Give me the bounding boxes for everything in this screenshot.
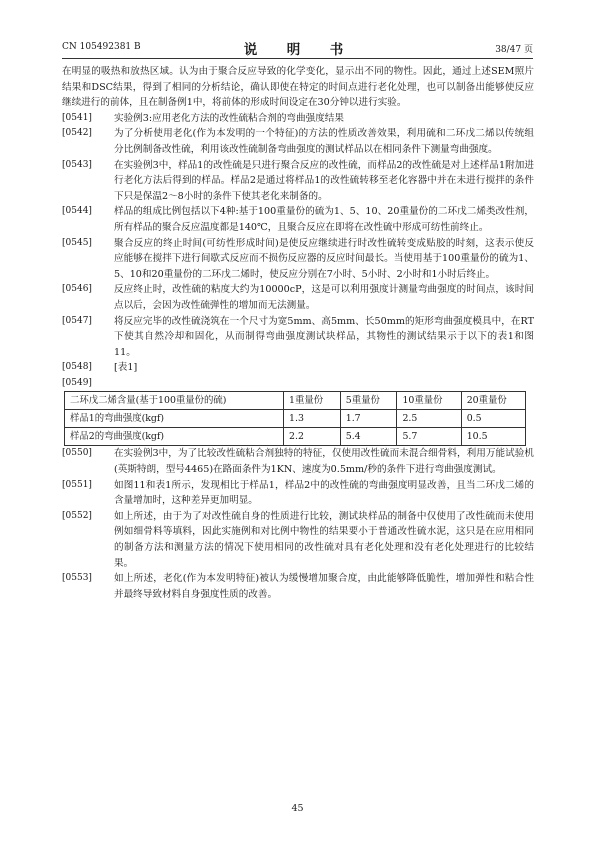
paragraph-0547: [62, 314, 534, 361]
paragraph-0553: [62, 571, 534, 602]
table-row: [65, 428, 526, 446]
paragraph-text: 聚合反应的终止时间(可纺性形成时间)是使反应继续进行时改性硫转变成贴胶的时刻，这表示使反应能够在搅拌下进行间歇式反应而不损伤反应器的反应时间最长。当使用基于100重量份的硫为1、5、10和20重量份的二环戊二烯时，使反应分别在7小时、5小时、2小时和1小时后终止。: [114, 237, 534, 280]
paragraph-number: [0542]: [62, 128, 92, 139]
paragraph-text: 如上所述，老化(作为本发明特征)被认为缓慢增加聚合度，由此能够降低脆性，增加弹性和粘合性并最终导致材料自身强度性质的改善。: [114, 573, 534, 600]
table-cell: 5.4: [340, 428, 397, 446]
table-cell: 样品2的弯曲强度(kgf): [65, 428, 284, 446]
paragraph-text: 实验例3:应用老化方法的改性硫粘合剂的弯曲强度结果: [114, 112, 344, 124]
table-cell: 10.5: [461, 428, 525, 446]
table-cell: 1.7: [340, 410, 397, 428]
table-cell: 0.5: [461, 410, 525, 428]
paragraph-text: 在实验例3中，为了比较改性硫粘合剂独特的特征，仅使用改性硫而未混合细骨料，利用万能试验机(英斯特朗，型号4465)在路面条件为1KN、速度为0.5mm/秒的条件下进行弯曲强度测试。: [114, 448, 534, 476]
document-title: 说 明 书: [243, 42, 352, 58]
table-cell: 2.2: [284, 428, 341, 446]
paragraph-0546: [62, 282, 534, 313]
table-header-cell: 10重量份: [397, 392, 461, 410]
table-caption: [表1]: [114, 362, 138, 374]
table-cell: 2.5: [397, 410, 461, 428]
table-cell: 5.7: [397, 428, 461, 446]
paragraph-number: [0549]: [62, 377, 92, 388]
paragraph-number: [0552]: [62, 510, 92, 521]
paragraph-number: [0548]: [62, 362, 92, 373]
table-header-cell: 1重量份: [284, 392, 341, 410]
paragraph-number: [0550]: [62, 448, 92, 459]
paragraph-0543: [62, 158, 534, 205]
table-header-cell: 5重量份: [340, 392, 397, 410]
paragraph-number: [0545]: [62, 237, 92, 248]
table-row: [65, 410, 526, 428]
patent-number: CN 105492381 B: [62, 42, 141, 52]
paragraph-text: 在实验例3中，样品1的改性硫是只进行聚合反应的改性硫，而样品2的改性硫是对上述样品1附加进行老化方法后得到的样品。样品2是通过将样品1的改性硫转移至老化容器中并在未进行搅拌的条件下只是保温2～8小时的条件下使其老化来制备的。: [114, 159, 534, 202]
header-rule: [62, 58, 533, 59]
paragraph-0549: [62, 376, 534, 392]
paragraph-number: [0551]: [62, 479, 92, 490]
intro-paragraph: 在明显的吸热和放热区域。认为由于聚合反应导致的化学变化，显示出不同的物性。因此，通过上述SEM照片结果和DSC结果，得到了相同的分析结论，确认即使在特定的时间点进行老化处理，也可以制备出能够使反应继续进行的前体，且在制备例1中，将前体的形成时间设定在30分钟以进行实验。: [62, 66, 534, 109]
paragraph-0542: [62, 126, 534, 157]
paragraph-text: 为了分析使用老化(作为本发明的一个特征)的方法的性质改善效果，利用硫和二环戊二烯以传统组分比例制备改性硫，利用该改性硫制备弯曲强度的测试样品以在相同条件下测量弯曲强度。: [114, 128, 534, 155]
paragraph-text: 样品的组成比例包括以下4种:基于100重量份的硫为1、5、10、20重量份的二环戊二烯类改性剂，所有样品的聚合反应温度都是140℃，且聚合反应在即将在改性硫中形成可纺性前终止。: [114, 206, 534, 233]
table-1: [64, 391, 526, 446]
table-cell: 样品1的弯曲强度(kgf): [65, 410, 284, 428]
paragraph-0545: [62, 236, 534, 283]
table-header-row: [65, 392, 526, 410]
document-body: [62, 64, 534, 602]
paragraph-number: [0546]: [62, 284, 92, 295]
paragraph-0552: [62, 509, 534, 571]
paragraph-number: [0547]: [62, 315, 92, 326]
table-header-cell: 20重量份: [461, 392, 525, 410]
paragraph-text: 反应终止时，改性硫的粘度大约为10000cP，这是可以利用强度计测量弯曲强度的时间点，该时间点以后，会因为改性硫弹性的增加而无法测量。: [114, 284, 534, 311]
page-indicator: 38/47 页: [495, 45, 533, 55]
paragraph-text: 如图11和表1所示，发现相比于样品1，样品2中的改性硫的弯曲强度明显改善，且当二环戊二烯的含量增加时，这种差异更加明显。: [114, 479, 534, 507]
paragraph-text: 如上所述，由于为了对改性硫自身的性质进行比较，测试块样品的制备中仅使用了改性硫而未使用例如细骨料等填料，因此实施例和对比例中物性的结果要小于普通改性硫水泥，这只是在应用相同的制备方法和测量方法的情况下使用相同的改性硫对具有老化处理和没有老化处理进行的比较结果。: [114, 510, 534, 569]
paragraph-number: [0553]: [62, 573, 92, 584]
paragraph-number: [0544]: [62, 206, 92, 217]
table-header-cell: 二环戊二烯含量(基于100重量份的硫): [65, 392, 284, 410]
paragraph-0541: [62, 111, 534, 127]
paragraph-0548: [62, 360, 534, 376]
paragraph-0550: [62, 446, 534, 477]
page-header: [62, 38, 533, 58]
paragraph-0544: [62, 204, 534, 235]
table-cell: 1.3: [284, 410, 341, 428]
paragraph-number: [0543]: [62, 159, 92, 170]
paragraph-number: [0541]: [62, 112, 92, 123]
paragraph-0551: [62, 478, 534, 509]
paragraph-text: 将反应完毕的改性硫浇筑在一个尺寸为宽5mm、高5mm、长50mm的矩形弯曲强度模具中，在RT下使其自然冷却和固化，从而制得弯曲强度测试块样品，其物性的测试结果示于以下的表1和图11。: [114, 315, 534, 358]
page-number: 45: [291, 803, 304, 814]
